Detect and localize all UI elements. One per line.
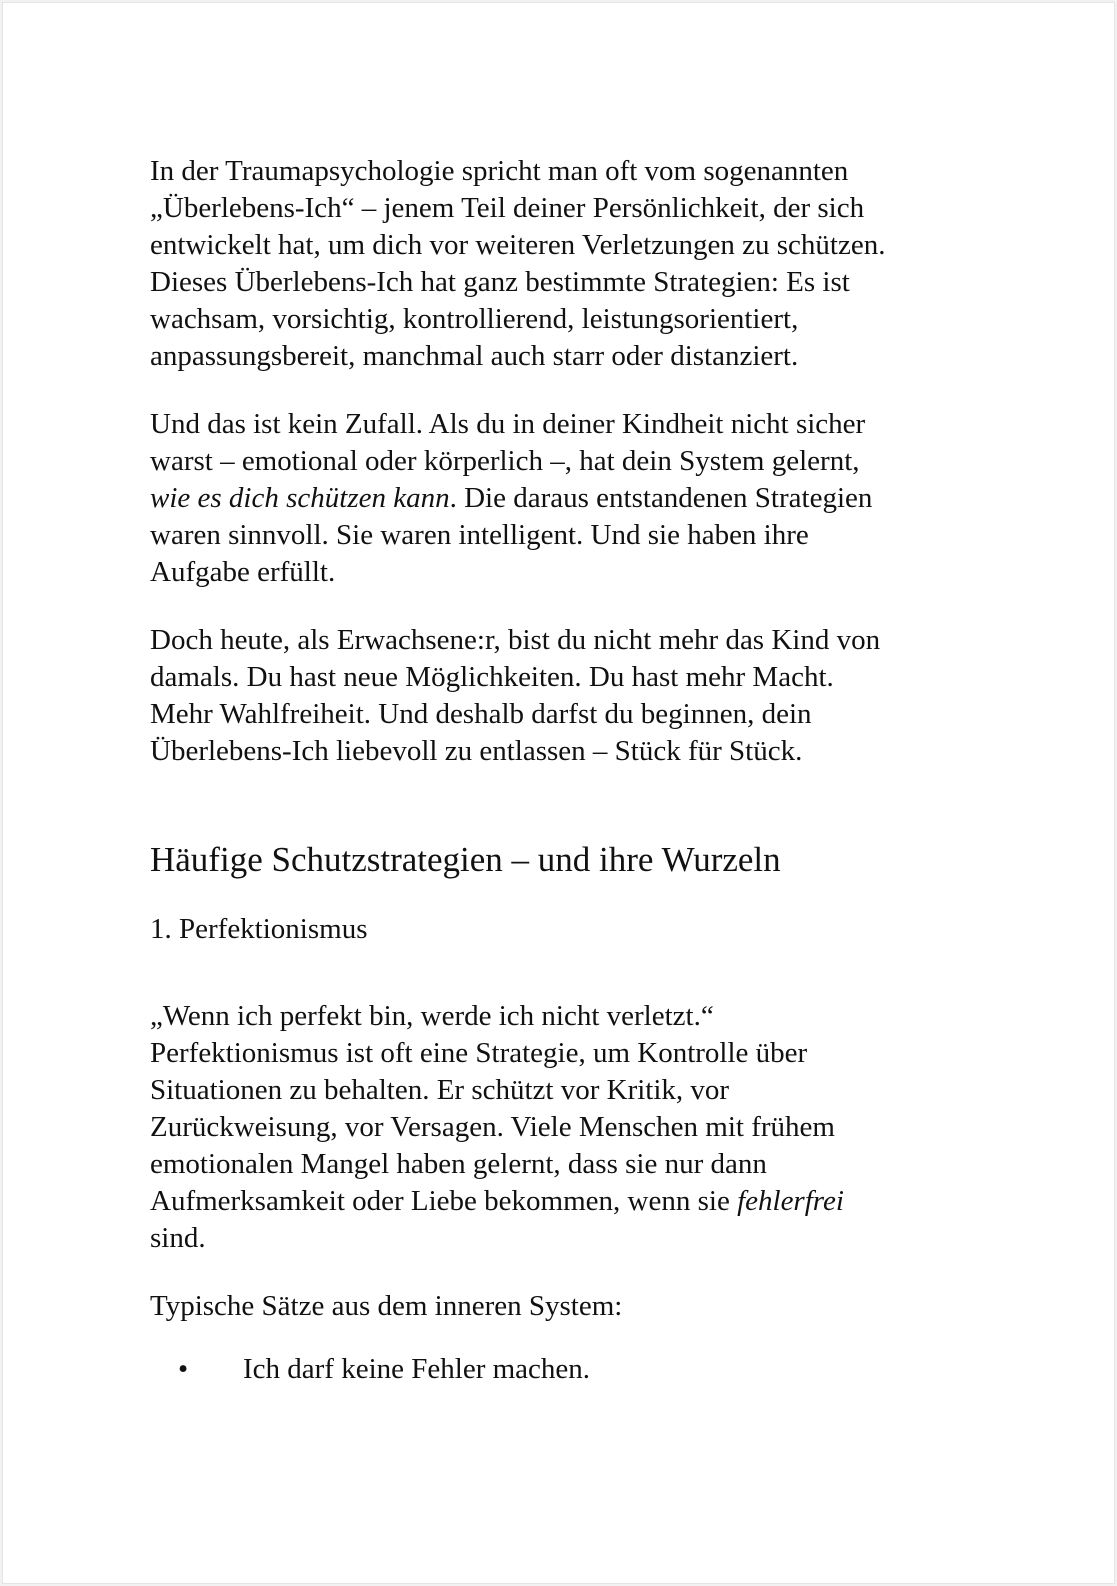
paragraph-childhood [150, 406, 980, 591]
paragraph-perfectionism [150, 998, 980, 1257]
bullet-list [150, 1351, 980, 1388]
paragraph-childhood-emphasis: wie es dich schützen kann [150, 482, 450, 514]
typical-sentences-intro: Typische Sätze aus dem inneren System: [150, 1290, 623, 1323]
document-body [150, 153, 980, 1388]
section-heading: Häufige Schutzstrategien – und ihre Wurzeln [150, 840, 781, 879]
bullet-icon: • [178, 1353, 189, 1386]
list-item [150, 1351, 980, 1388]
list-item-text: Ich darf keine Fehler machen. [243, 1353, 591, 1386]
paragraph-perfectionism-text-2: sind. [150, 1222, 206, 1255]
paragraph-adulthood: Doch heute, als Erwachsene:r, bist du nicht mehr das Kind von damals. Du hast neue Möglichkeiten. Du hast mehr Macht. Mehr Wahlfreiheit. Und deshalb darfst du beginnen, dein Überlebens-Ich liebevoll zu entlassen – Stück für Stück. [150, 624, 881, 767]
paragraph-survival-self: In der Traumapsychologie spricht man oft vom sogenannten „Überlebens-Ich“ – jenem Teil deiner Persönlichkeit, der sich entwickelt hat, um dich vor weiteren Verletzungen zu schützen. Dieses Überlebens-Ich hat ganz bestimmte Strategien: Es ist wachsam, vorsichtig, kontrollierend, leistungsorientiert, anpassungsbereit, manchmal auch starr oder distanziert. [150, 155, 886, 372]
paragraph-childhood-text-2: . Die daraus entstandenen Strategien waren sinnvoll. Sie waren intelligent. Und sie haben ihre Aufgabe erfüllt. [150, 482, 873, 588]
paragraph-childhood-text-1: Und das ist kein Zufall. Als du in deiner Kindheit nicht sicher warst – emotional oder körperlich –, hat dein System gelernt, [150, 408, 866, 477]
subsection-title-perfectionism: 1. Perfektionismus [150, 913, 368, 946]
paragraph-perfectionism-text-1: „Wenn ich perfekt bin, werde ich nicht verletzt.“ Perfektionismus ist oft eine Strategie, um Kontrolle über Situationen zu behalten. Er schützt vor Kritik, vor Zurückweisung, vor Versagen. Viele Menschen mit frühem emotionalen Mangel haben gelernt, dass sie nur dann Aufmerksamkeit oder Liebe bekommen, wenn sie [150, 1000, 835, 1218]
document-page [2, 2, 1115, 1584]
paragraph-perfectionism-emphasis: fehlerfrei [737, 1185, 844, 1218]
